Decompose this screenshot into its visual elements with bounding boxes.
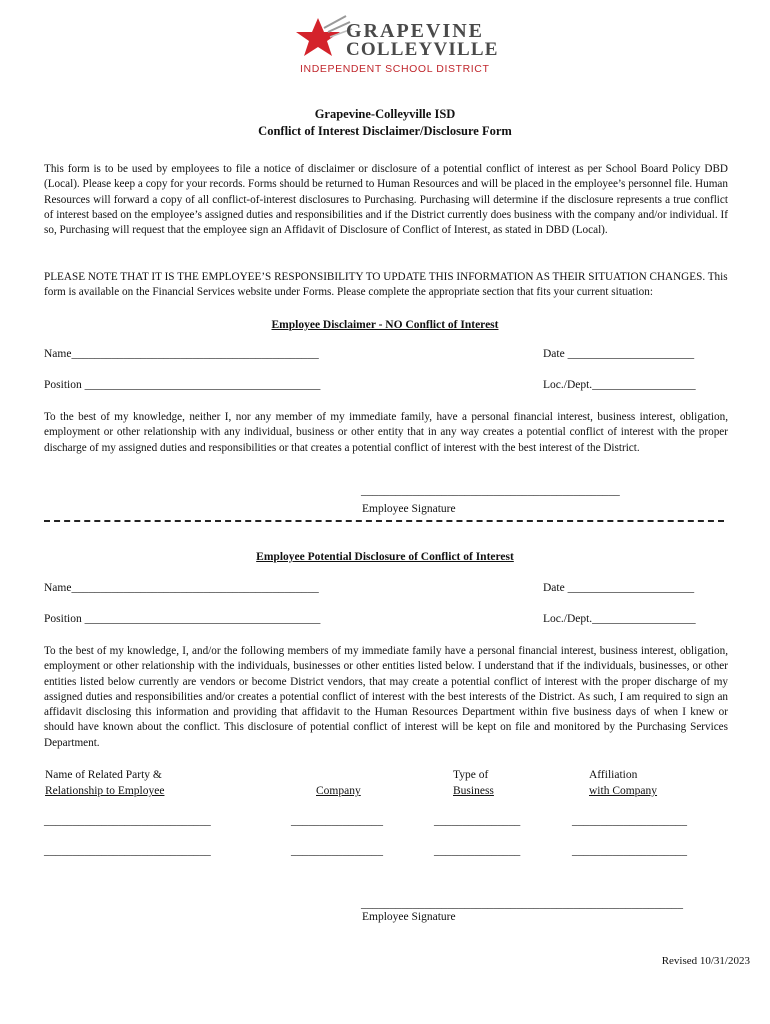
row2-affiliation-blank[interactable]: ____________________	[572, 845, 687, 857]
responsibility-note: PLEASE NOTE THAT IT IS THE EMPLOYEE’S RESPONSIBILITY TO UPDATE THIS INFORMATION AS THEIR SITUATION CHANGES. This form is available on the Financial Services website under Forms. Please complete the appropriate section that fits your current situation:	[44, 271, 728, 299]
disclaimer-statement: To the best of my knowledge, neither I, nor any member of my immediate family, have a personal financial interest, business interest, obligation, employment or other relationship with any individual, business or other entity that in any way creates a potential conflict of interest with the proper discharge of my assigned duties and responsibilities or that creates a potential conflict of interest with the best interest of the District.	[44, 411, 728, 454]
district-logo	[288, 14, 518, 76]
col-related-party-line1: Name of Related Party &	[45, 769, 162, 781]
logo-text-grapevine: GRAPEVINE	[346, 20, 485, 42]
page-subtitle: Conflict of Interest Disclaimer/Disclosure Form	[258, 124, 512, 138]
row1-company-blank[interactable]: ________________	[291, 815, 383, 827]
section-divider	[44, 520, 724, 522]
logo-text-colleyville: COLLEYVILLE	[346, 39, 499, 60]
disclosure-name-field[interactable]: Name___________________________________________	[44, 582, 319, 594]
intro-paragraph: This form is to be used by employees to file a notice of disclaimer or disclosure of a potential conflict of interest as per School Board Policy DBD (Local). Please keep a copy for your records. Forms should be returned to Human Resources and will be placed in the employee’s personnel file. Human Resources will forward a copy of all conflict-of-interest disclosures to Purchasing. Purchasing will determine if the disclosure represents a true conflict of interest based on the employee’s assigned duties and responsibilities and if the District currently does business with the company and/or individual. If so, Purchasing will request that the employee sign an Affidavit of Disclosure of Conflict of Interest, as stated in DBD (Local).	[44, 163, 728, 237]
disclosure-date-field[interactable]: Date ______________________	[543, 582, 695, 594]
col-company-label: Company	[316, 785, 361, 797]
col-business-type-line2: Business	[453, 785, 494, 797]
disclosure-locdept-field[interactable]: Loc./Dept.__________________	[543, 613, 696, 625]
disclosure-statement: To the best of my knowledge, I, and/or the following members of my immediate family have a personal financial interest, business interest, obligation, employment or other relationship with the individuals, businesses or other entities listed below. I understand that if the individuals, businesses, or other entities listed below currently are vendors or become District vendors, that may create a potential conflict of interest with the proper discharge of my assigned duties and responsibilities and/or creates a potential conflict of interest with the best interests of the District. As such, I am required to sign an affidavit disclosing this information and providing that affidavit to the Human Resources Department within five business days of when I knew or should have known about the conflict. This disclosure of potential conflict of interest will be kept on file and monitored by the Purchasing Services Department.	[44, 645, 728, 749]
row1-affiliation-blank[interactable]: ____________________	[572, 815, 687, 827]
logo-text-district: INDEPENDENT SCHOOL DISTRICT	[300, 63, 490, 75]
row1-business-type-blank[interactable]: _______________	[434, 815, 521, 827]
disclaimer-date-field[interactable]: Date ______________________	[543, 348, 695, 360]
col-affiliation-line1: Affiliation	[589, 769, 638, 781]
row2-business-type-blank[interactable]: _______________	[434, 845, 521, 857]
col-affiliation-line2: with Company	[589, 785, 658, 797]
col-related-party-header	[45, 767, 164, 799]
col-related-party-line2: Relationship to Employee	[45, 785, 165, 797]
row1-related-party-blank[interactable]: _____________________________	[44, 815, 211, 827]
disclosure-signature-label: Employee Signature	[362, 911, 456, 923]
revised-date: Revised 10/31/2023	[661, 955, 750, 967]
col-affiliation-header	[589, 767, 657, 799]
disclaimer-position-field[interactable]: Position _________________________________________	[44, 379, 321, 391]
col-company-header	[316, 783, 361, 799]
row2-company-blank[interactable]: ________________	[291, 845, 383, 857]
disclaimer-locdept-field[interactable]: Loc./Dept.__________________	[543, 379, 696, 391]
disclaimer-signature-label: Employee Signature	[362, 503, 456, 515]
col-business-type-line1: Type of	[453, 769, 489, 781]
disclosure-heading: Employee Potential Disclosure of Conflict of Interest	[256, 551, 514, 563]
page-title: Grapevine-Colleyville ISD	[314, 107, 456, 121]
col-business-type-header	[453, 767, 494, 799]
disclosure-signature-line[interactable]: ________________________________________________________	[361, 898, 683, 910]
row2-related-party-blank[interactable]: _____________________________	[44, 845, 211, 857]
disclaimer-name-field[interactable]: Name___________________________________________	[44, 348, 319, 360]
disclosure-position-field[interactable]: Position _________________________________________	[44, 613, 321, 625]
disclaimer-heading: Employee Disclaimer - NO Conflict of Interest	[271, 319, 499, 331]
disclaimer-signature-line[interactable]: _____________________________________________	[361, 485, 620, 497]
